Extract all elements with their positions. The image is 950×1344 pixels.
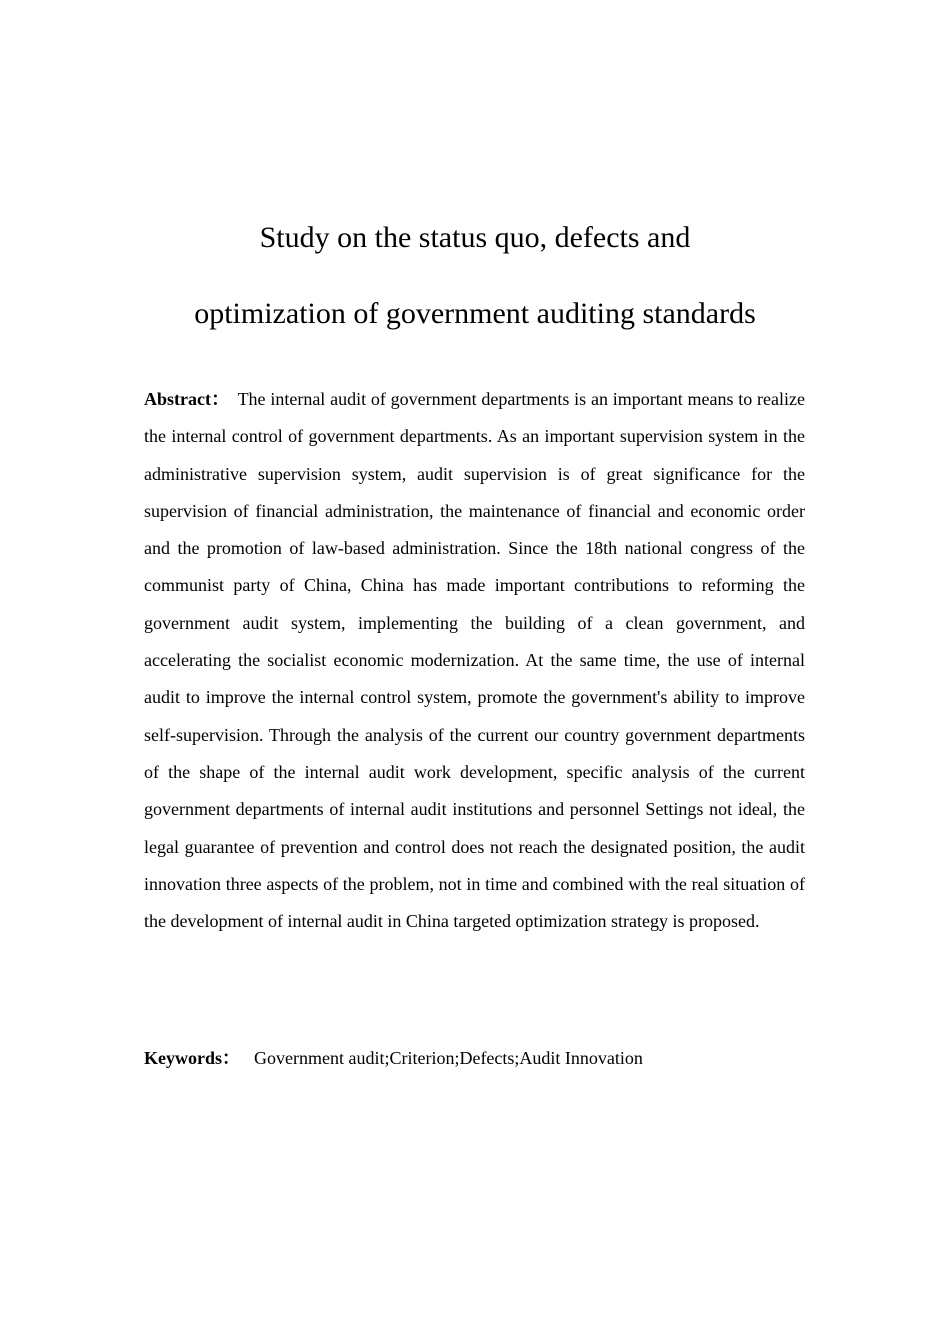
keywords-text: Government audit;Criterion;Defects;Audit Innovation bbox=[254, 1048, 643, 1068]
abstract-text: The internal audit of government departments is an important means to realize the internal control of government departments. As an important supervision system in the administrative supervision system, audit supervision is of great significance for the supervision of financial administration, the maintenance of financial and economic order and the promotion of law-based administration. Since the 18th national congress of the communist party of China, China has made important contributions to reforming the government audit system, implementing the building of a clean government, and accelerating the socialist economic modernization. At the same time, the use of internal audit to improve the internal control system, promote the government's ability to improve self-supervision. Through the analysis of the current our country government departments of the shape of the internal audit work development, specific analysis of the current government departments of internal audit institutions and personnel Settings not ideal, the legal guarantee of prevention and control does not reach the designated position, the audit innovation three aspects of the problem, not in time and combined with the real situation of the development of internal audit in China targeted optimization strategy is proposed. bbox=[144, 389, 806, 932]
abstract-label: Abstract bbox=[144, 389, 211, 409]
keywords-label: Keywords bbox=[144, 1048, 222, 1068]
title-line-2: optimization of government auditing standards bbox=[194, 297, 756, 330]
title-line-1: Study on the status quo, defects and bbox=[259, 221, 691, 254]
abstract-separator: ： bbox=[210, 389, 230, 409]
paper-title bbox=[0, 200, 950, 352]
keywords-separator: ： bbox=[222, 1048, 240, 1068]
keywords-line bbox=[144, 1040, 805, 1077]
abstract-paragraph bbox=[144, 381, 805, 940]
